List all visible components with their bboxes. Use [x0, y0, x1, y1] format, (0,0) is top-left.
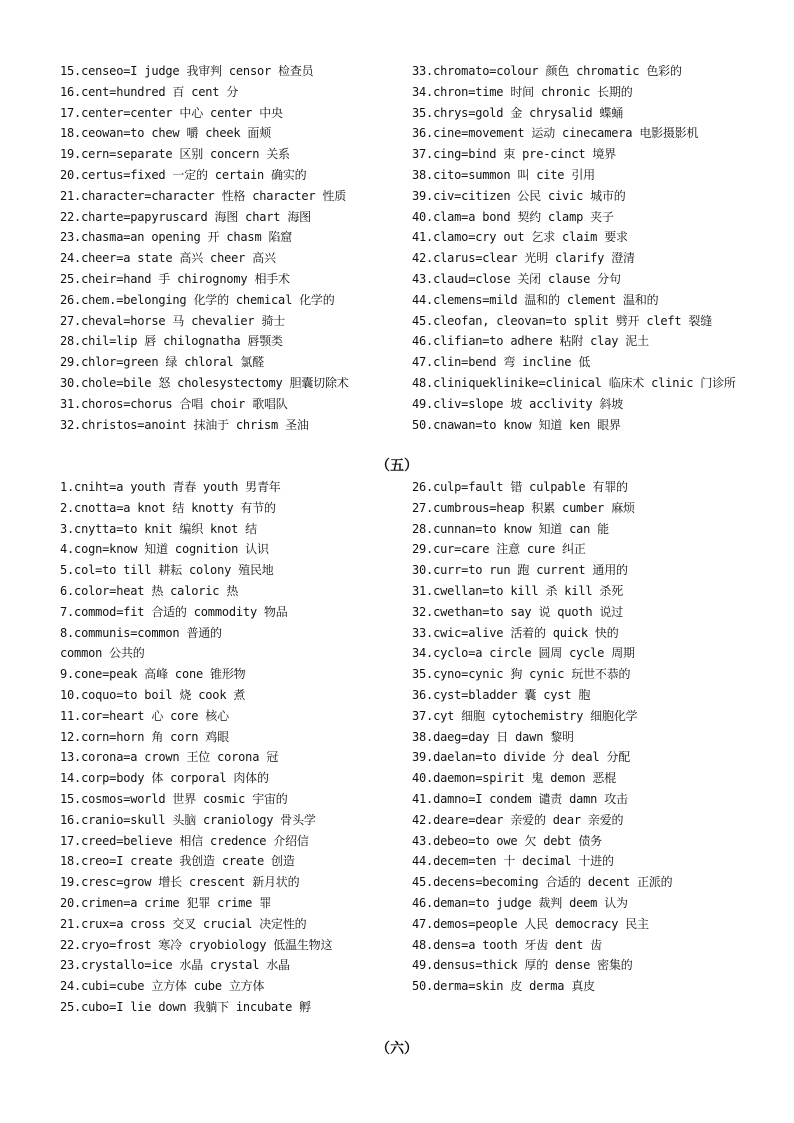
entry-line: 18.creo=I create 我创造 create 创造: [60, 854, 295, 869]
entry-line: 26.culp=fault 错 culpable 有罪的: [412, 480, 628, 494]
entry-line: 17.center=center 中心 center 中央: [60, 105, 283, 120]
entry-line: 34.chron=time 时间 chronic 长期的: [412, 84, 633, 99]
entry-line: 38.cito=summon 叫 cite 引用: [412, 167, 595, 182]
entry-line: 19.cern=separate 区别 concern 关系: [60, 147, 290, 162]
entry-line: 43.debeo=to owe 欠 debt 债务: [412, 833, 602, 848]
entry-line: 7.commod=fit 合适的 commodity 物品: [60, 604, 288, 619]
entry-line: 30.chole=bile 怒 cholesystectomy 胆囊切除术: [60, 375, 349, 390]
section-five: [0, 477, 794, 1022]
entry-line: 46.clifian=to adhere 粘附 clay 泥土: [412, 334, 649, 349]
entry-line: 20.crimen=a crime 犯罪 crime 罪: [60, 895, 272, 910]
entry-line: 46.deman=to judge 裁判 deem 认为: [412, 895, 628, 910]
entry-line: 11.cor=heart 心 core 核心: [60, 708, 229, 723]
entry-line: 41.damno=I condem 谴责 damn 攻击: [412, 791, 628, 806]
entry-line: 42.clarus=clear 光明 clarify 澄清: [412, 251, 635, 266]
entry-line: common 公共的: [60, 646, 145, 661]
entry-line: 37.cing=bind 束 pre-cinct 境界: [412, 147, 616, 162]
entry-line: 39.civ=citizen 公民 civic 城市的: [412, 188, 626, 203]
entry-line: 37.cyt 细胞 cytochemistry 细胞化学: [412, 708, 638, 723]
entry-line: 48.cliniqueklinike=clinical 临床术 clinic 门诊所: [412, 375, 736, 390]
entry-line: 36.cine=movement 运动 cinecamera 电影摄影机: [412, 126, 699, 141]
entry-line: 27.cheval=horse 马 chevalier 骑士: [60, 313, 286, 328]
entry-line: 17.creed=believe 相信 credence 介绍信: [60, 833, 309, 848]
entry-line: 40.clam=a bond 契约 clamp 夹子: [412, 209, 614, 224]
entry-line: 31.cwellan=to kill 杀 kill 杀死: [412, 583, 624, 598]
entry-line: 47.demos=people 人民 democracy 民主: [412, 916, 649, 931]
entry-line: 44.decem=ten 十 decimal 十进的: [412, 854, 614, 869]
entry-line: 50.cnawan=to know 知道 ken 眼界: [412, 417, 621, 432]
entry-line: 32.christos=anoint 抹油于 chrism 圣油: [60, 417, 309, 432]
right-column: [412, 477, 772, 997]
entry-line: 3.cnytta=to knit 编织 knot 结: [60, 521, 257, 536]
entry-line: 29.cur=care 注意 cure 纠正: [412, 542, 586, 557]
entry-line: 35.cyno=cynic 狗 cynic 玩世不恭的: [412, 667, 631, 682]
section-heading: （五）: [376, 458, 418, 474]
entry-line: 27.cumbrous=heap 积累 cumber 麻烦: [412, 500, 635, 515]
entry-line: 40.daemon=spirit 鬼 demon 恶棍: [412, 771, 616, 786]
entry-line: 35.chrys=gold 金 chrysalid 蝶蛹: [412, 105, 624, 120]
entry-line: 6.color=heat 热 caloric 热: [60, 583, 239, 598]
entry-line: 16.cranio=skull 头脑 craniology 骨头学: [60, 812, 316, 827]
entry-line: 39.daelan=to divide 分 deal 分配: [412, 750, 631, 765]
entry-line: 21.character=character 性格 character 性质: [60, 188, 347, 203]
entry-line: 21.crux=a cross 交叉 crucial 决定性的: [60, 916, 307, 931]
entry-line: 19.cresc=grow 增长 crescent 新月状的: [60, 875, 300, 890]
entry-line: 5.col=to till 耕耘 colony 殖民地: [60, 563, 274, 578]
entry-line: 28.cunnan=to know 知道 can 能: [412, 521, 609, 536]
entry-line: 32.cwethan=to say 说 quoth 说过: [412, 604, 624, 619]
entry-line: 20.certus=fixed 一定的 certain 确实的: [60, 167, 307, 182]
entry-line: 36.cyst=bladder 囊 cyst 胞: [412, 687, 591, 702]
right-column: [412, 61, 772, 435]
entry-line: 13.corona=a crown 王位 corona 冠: [60, 750, 279, 765]
entry-line: 45.decens=becoming 合适的 decent 正派的: [412, 875, 673, 890]
entry-line: 28.chil=lip 唇 chilognatha 唇颚类: [60, 334, 283, 349]
entry-line: 1.cniht=a youth 青春 youth 男青年: [60, 480, 281, 494]
section-heading: （六）: [376, 1041, 418, 1057]
entry-line: 41.clamo=cry out 乞求 claim 要求: [412, 230, 628, 245]
entry-line: 10.coquo=to boil 烧 cook 煮: [60, 687, 246, 702]
entry-line: 9.cone=peak 高峰 cone 锥形物: [60, 667, 246, 682]
entry-line: 23.crystallo=ice 水晶 crystal 水晶: [60, 958, 290, 973]
entry-line: 43.claud=close 关闭 clause 分句: [412, 271, 621, 286]
entry-line: 22.charte=papyruscard 海图 chart 海图: [60, 209, 311, 224]
entry-line: 24.cubi=cube 立方体 cube 立方体: [60, 979, 265, 994]
entry-line: 15.cosmos=world 世界 cosmic 宇宙的: [60, 791, 288, 806]
entry-line: 44.clemens=mild 温和的 clement 温和的: [412, 292, 659, 307]
left-column: [60, 477, 390, 1018]
left-column: [60, 61, 390, 435]
entry-line: 8.communis=common 普通的: [60, 625, 222, 640]
entry-line: 23.chasma=an opening 开 chasm 陷窟: [60, 230, 293, 245]
entry-line: 25.cubo=I lie down 我躺下 incubate 孵: [60, 999, 311, 1014]
entry-line: 38.daeg=day 日 dawn 黎明: [412, 729, 574, 744]
entry-line: 49.cliv=slope 坡 acclivity 斜坡: [412, 396, 624, 411]
entry-line: 24.cheer=a state 高兴 cheer 高兴: [60, 251, 276, 266]
entry-line: 33.cwic=alive 活着的 quick 快的: [412, 625, 619, 640]
entry-line: 4.cogn=know 知道 cognition 认识: [60, 542, 269, 557]
entry-line: 42.deare=dear 亲爱的 dear 亲爱的: [412, 812, 624, 827]
entry-line: 30.curr=to run 跑 current 通用的: [412, 563, 628, 578]
entry-line: 25.cheir=hand 手 chirognomy 相手术: [60, 271, 290, 286]
entry-line: 15.censeo=I judge 我审判 censor 检查员: [60, 64, 314, 78]
entry-line: 48.dens=a tooth 牙齿 dent 齿: [412, 937, 602, 952]
entry-line: 18.ceowan=to chew 嚼 cheek 面颊: [60, 126, 272, 141]
section-continued: [0, 61, 794, 441]
entry-line: 16.cent=hundred 百 cent 分: [60, 84, 239, 99]
entry-line: 22.cryo=frost 寒冷 cryobiology 低温生物这: [60, 937, 333, 952]
entry-line: 26.chem.=belonging 化学的 chemical 化学的: [60, 292, 335, 307]
entry-line: 2.cnotta=a knot 结 knotty 有节的: [60, 500, 276, 515]
entry-line: 47.clin=bend 弯 incline 低: [412, 355, 591, 370]
entry-line: 45.cleofan, cleovan=to split 劈开 cleft 裂缝: [412, 313, 713, 328]
entry-line: 49.densus=thick 厚的 dense 密集的: [412, 958, 633, 973]
entry-line: 14.corp=body 体 corporal 肉体的: [60, 771, 269, 786]
entry-line: 34.cyclo=a circle 圆周 cycle 周期: [412, 646, 635, 661]
entry-line: 29.chlor=green 绿 chloral 氯醛: [60, 355, 264, 370]
entry-line: 50.derma=skin 皮 derma 真皮: [412, 979, 595, 994]
entry-line: 12.corn=horn 角 corn 鸡眼: [60, 729, 229, 744]
entry-line: 33.chromato=colour 颜色 chromatic 色彩的: [412, 64, 682, 78]
entry-line: 31.choros=chorus 合唱 choir 歌唱队: [60, 396, 288, 411]
